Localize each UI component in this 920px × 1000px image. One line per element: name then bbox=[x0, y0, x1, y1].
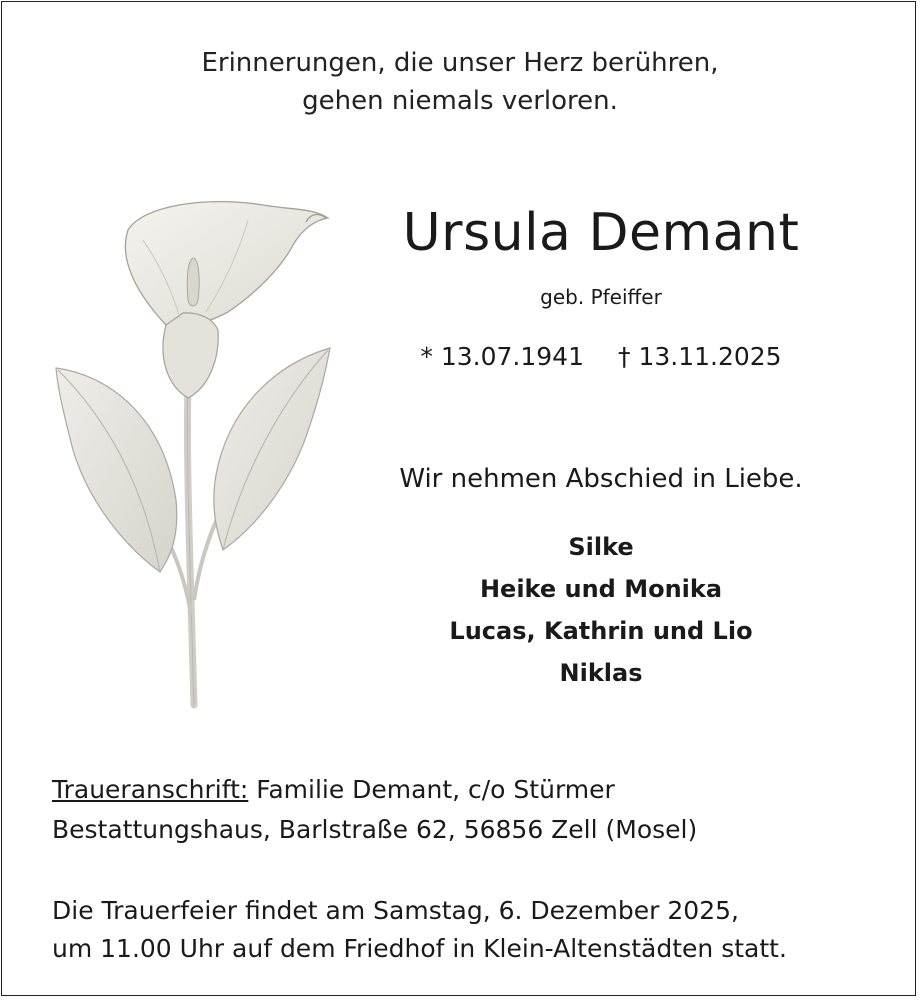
motto bbox=[0, 44, 920, 120]
family-member: Niklas bbox=[559, 659, 643, 687]
address-label: Traueranschrift: bbox=[52, 775, 249, 804]
death-date: † 13.11.2025 bbox=[618, 342, 782, 371]
ceremony-line-1: Die Trauerfeier findet am Samstag, 6. Dezember 2025, bbox=[52, 896, 739, 925]
family-member: Heike und Monika bbox=[479, 575, 723, 603]
address-line-1: Familie Demant, c/o Stürmer bbox=[248, 775, 615, 804]
family-member: Silke bbox=[568, 533, 634, 561]
family-list bbox=[368, 526, 834, 694]
ceremony-line-2: um 11.00 Uhr auf dem Friedhof in Klein-Altenstädten statt. bbox=[52, 934, 787, 963]
birth-date: * 13.07.1941 bbox=[420, 342, 584, 371]
mourning-address bbox=[52, 770, 872, 850]
life-dates bbox=[368, 340, 834, 374]
calla-lily-icon bbox=[48, 200, 338, 710]
deceased-name: Ursula Demant bbox=[402, 203, 800, 263]
motto-line-2: gehen niemals verloren. bbox=[302, 86, 618, 116]
birth-name: geb. Pfeiffer bbox=[540, 285, 662, 309]
motto-line-1: Erinnerungen, die unser Herz berühren, bbox=[201, 48, 719, 78]
ceremony-info bbox=[52, 892, 892, 968]
family-member: Lucas, Kathrin und Lio bbox=[449, 617, 753, 645]
farewell-text: Wir nehmen Abschied in Liebe. bbox=[399, 464, 803, 494]
address-line-2: Bestattungshaus, Barlstraße 62, 56856 Zell (Mosel) bbox=[52, 815, 698, 844]
